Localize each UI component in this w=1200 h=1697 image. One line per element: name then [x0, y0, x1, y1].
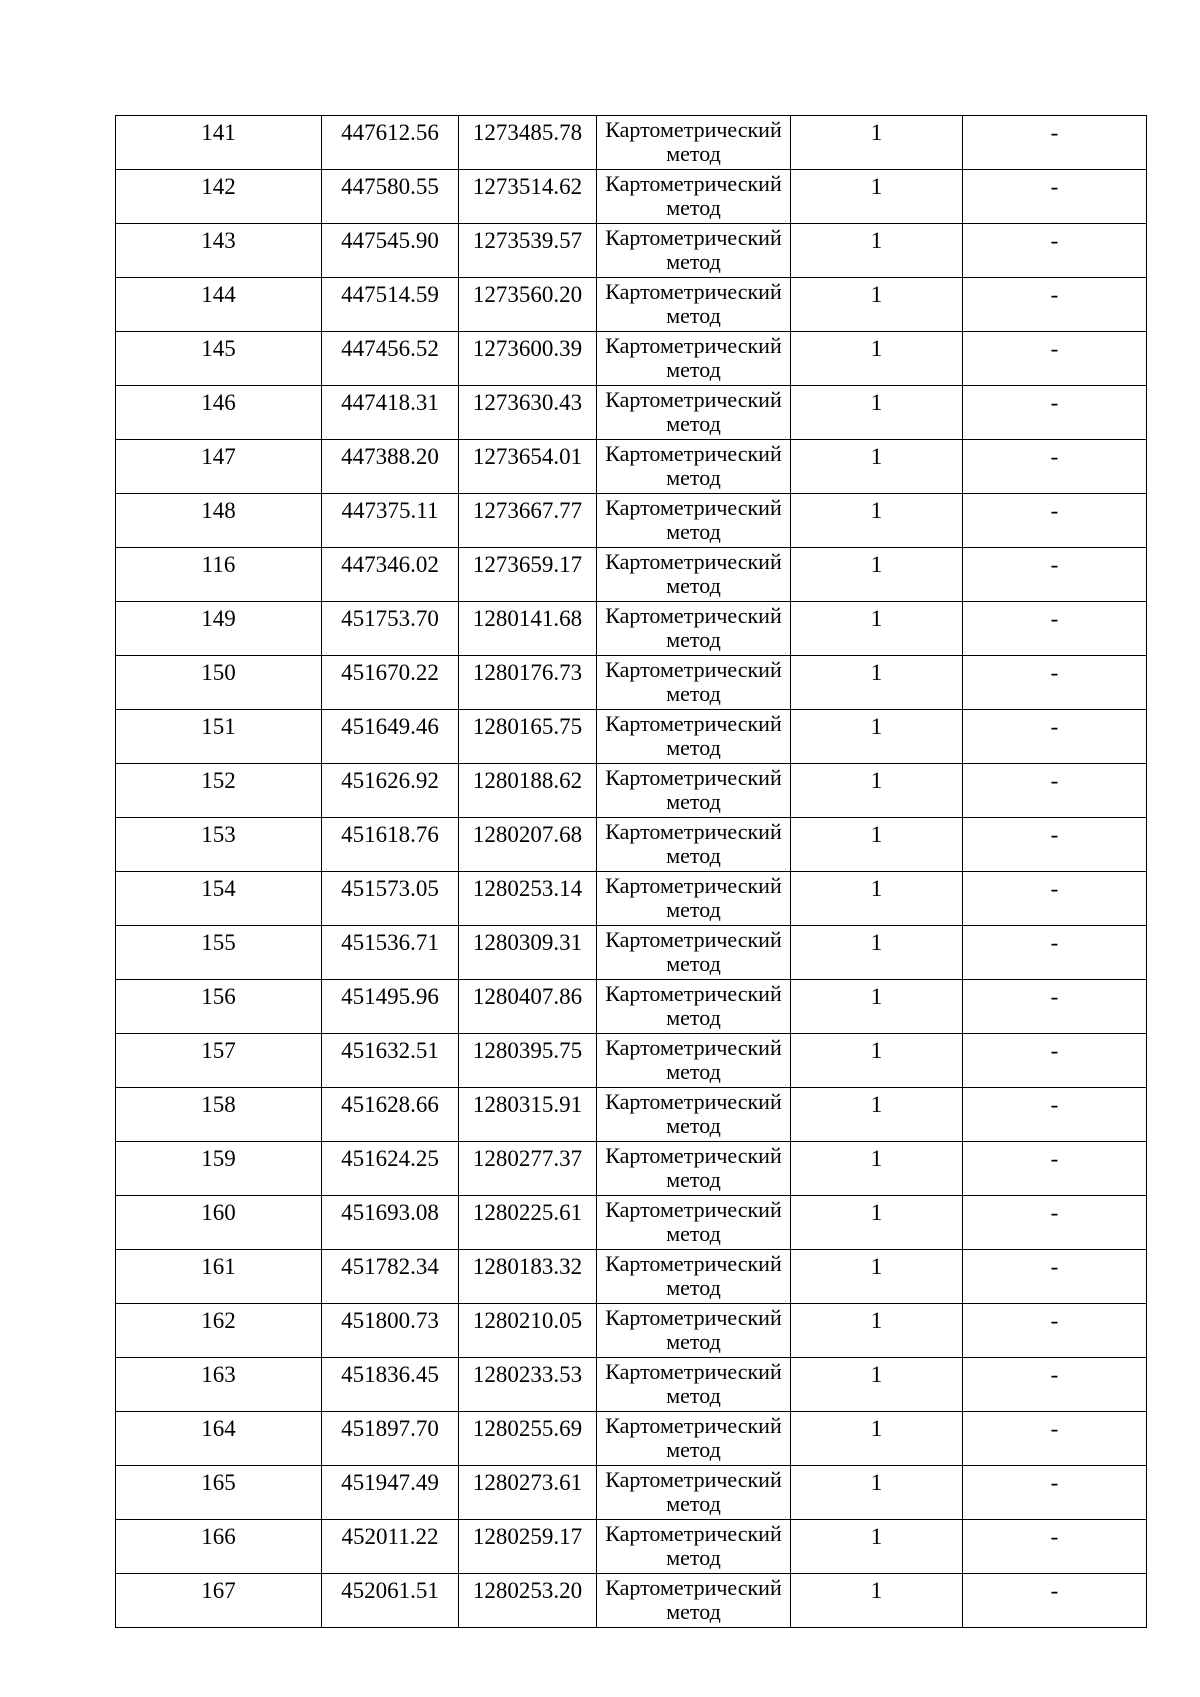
method-cell — [597, 1142, 791, 1196]
table-row — [116, 1034, 1147, 1088]
table-row — [116, 980, 1147, 1034]
y-coordinate-cell: 1273667.77 — [459, 494, 597, 548]
method-cell — [597, 1358, 791, 1412]
accuracy-cell: 1 — [791, 872, 963, 926]
accuracy-cell: 1 — [791, 1412, 963, 1466]
accuracy-cell: 1 — [791, 116, 963, 170]
x-coordinate-cell: 447375.11 — [322, 494, 459, 548]
accuracy-cell: 1 — [791, 170, 963, 224]
accuracy-cell: 1 — [791, 710, 963, 764]
method-line2: метод — [666, 250, 721, 273]
point-number-cell: 153 — [116, 818, 322, 872]
point-number-cell: 164 — [116, 1412, 322, 1466]
method-line1: Картометрический — [605, 1251, 782, 1276]
table-row — [116, 1466, 1147, 1520]
accuracy-cell: 1 — [791, 764, 963, 818]
point-number-cell: 149 — [116, 602, 322, 656]
method-line1: Картометрический — [605, 549, 782, 574]
method-cell — [597, 224, 791, 278]
table-row — [116, 116, 1147, 170]
method-line1: Картометрический — [605, 981, 782, 1006]
method-line2: метод — [666, 1438, 721, 1461]
method-line2: метод — [666, 1276, 721, 1299]
point-number-cell: 152 — [116, 764, 322, 818]
y-coordinate-cell: 1280165.75 — [459, 710, 597, 764]
y-coordinate-cell: 1273659.17 — [459, 548, 597, 602]
method-cell — [597, 872, 791, 926]
y-coordinate-cell: 1280407.86 — [459, 980, 597, 1034]
point-number-cell: 158 — [116, 1088, 322, 1142]
accuracy-cell: 1 — [791, 1520, 963, 1574]
method-line2: метод — [666, 1330, 721, 1353]
accuracy-cell: 1 — [791, 494, 963, 548]
x-coordinate-cell: 451628.66 — [322, 1088, 459, 1142]
method-cell — [597, 1466, 791, 1520]
table-row — [116, 1520, 1147, 1574]
note-cell: - — [963, 872, 1147, 926]
table-row — [116, 224, 1147, 278]
table-row — [116, 278, 1147, 332]
method-line2: метод — [666, 1546, 721, 1569]
method-line2: метод — [666, 1060, 721, 1083]
method-line1: Картометрический — [605, 117, 782, 142]
method-line1: Картометрический — [605, 1035, 782, 1060]
accuracy-cell: 1 — [791, 386, 963, 440]
point-number-cell: 142 — [116, 170, 322, 224]
y-coordinate-cell: 1273600.39 — [459, 332, 597, 386]
accuracy-cell: 1 — [791, 818, 963, 872]
method-line1: Картометрический — [605, 1467, 782, 1492]
x-coordinate-cell: 451782.34 — [322, 1250, 459, 1304]
method-line1: Картометрический — [605, 873, 782, 898]
table-row — [116, 332, 1147, 386]
y-coordinate-cell: 1280253.14 — [459, 872, 597, 926]
method-line1: Картометрический — [605, 333, 782, 358]
method-line1: Картометрический — [605, 225, 782, 250]
method-line2: метод — [666, 358, 721, 381]
x-coordinate-cell: 451624.25 — [322, 1142, 459, 1196]
note-cell: - — [963, 1142, 1147, 1196]
method-line2: метод — [666, 412, 721, 435]
method-cell — [597, 332, 791, 386]
note-cell: - — [963, 440, 1147, 494]
point-number-cell: 146 — [116, 386, 322, 440]
method-line1: Картометрический — [605, 657, 782, 682]
table-row — [116, 818, 1147, 872]
y-coordinate-cell: 1280259.17 — [459, 1520, 597, 1574]
table-row — [116, 1412, 1147, 1466]
accuracy-cell: 1 — [791, 926, 963, 980]
y-coordinate-cell: 1280255.69 — [459, 1412, 597, 1466]
table-row — [116, 440, 1147, 494]
method-line2: метод — [666, 142, 721, 165]
y-coordinate-cell: 1280253.20 — [459, 1574, 597, 1628]
y-coordinate-cell: 1273654.01 — [459, 440, 597, 494]
method-line2: метод — [666, 1600, 721, 1623]
accuracy-cell: 1 — [791, 548, 963, 602]
method-line1: Картометрический — [605, 1413, 782, 1438]
y-coordinate-cell: 1280188.62 — [459, 764, 597, 818]
x-coordinate-cell: 451536.71 — [322, 926, 459, 980]
table-row — [116, 764, 1147, 818]
coordinates-table-body — [116, 116, 1147, 1628]
method-cell — [597, 278, 791, 332]
note-cell: - — [963, 1466, 1147, 1520]
y-coordinate-cell: 1280210.05 — [459, 1304, 597, 1358]
y-coordinate-cell: 1280225.61 — [459, 1196, 597, 1250]
table-row — [116, 1088, 1147, 1142]
accuracy-cell: 1 — [791, 602, 963, 656]
method-line2: метод — [666, 736, 721, 759]
method-line2: метод — [666, 682, 721, 705]
y-coordinate-cell: 1273560.20 — [459, 278, 597, 332]
x-coordinate-cell: 451573.05 — [322, 872, 459, 926]
method-cell — [597, 170, 791, 224]
accuracy-cell: 1 — [791, 440, 963, 494]
method-line2: метод — [666, 952, 721, 975]
method-line2: метод — [666, 1492, 721, 1515]
note-cell: - — [963, 1520, 1147, 1574]
table-row — [116, 926, 1147, 980]
method-cell — [597, 926, 791, 980]
accuracy-cell: 1 — [791, 1142, 963, 1196]
table-row — [116, 1358, 1147, 1412]
x-coordinate-cell: 451836.45 — [322, 1358, 459, 1412]
table-row — [116, 548, 1147, 602]
table-row — [116, 1142, 1147, 1196]
method-line1: Картометрический — [605, 819, 782, 844]
note-cell: - — [963, 494, 1147, 548]
y-coordinate-cell: 1280395.75 — [459, 1034, 597, 1088]
point-number-cell: 161 — [116, 1250, 322, 1304]
method-line1: Картометрический — [605, 1305, 782, 1330]
accuracy-cell: 1 — [791, 1574, 963, 1628]
note-cell: - — [963, 818, 1147, 872]
note-cell: - — [963, 1034, 1147, 1088]
x-coordinate-cell: 451632.51 — [322, 1034, 459, 1088]
note-cell: - — [963, 764, 1147, 818]
method-line1: Картометрический — [605, 495, 782, 520]
point-number-cell: 151 — [116, 710, 322, 764]
note-cell: - — [963, 116, 1147, 170]
method-cell — [597, 710, 791, 764]
note-cell: - — [963, 926, 1147, 980]
table-row — [116, 386, 1147, 440]
x-coordinate-cell: 451649.46 — [322, 710, 459, 764]
method-line2: метод — [666, 1222, 721, 1245]
y-coordinate-cell: 1273485.78 — [459, 116, 597, 170]
note-cell: - — [963, 1250, 1147, 1304]
method-line2: метод — [666, 844, 721, 867]
accuracy-cell: 1 — [791, 1358, 963, 1412]
note-cell: - — [963, 170, 1147, 224]
table-row — [116, 872, 1147, 926]
method-line1: Картометрический — [605, 279, 782, 304]
method-line2: метод — [666, 466, 721, 489]
x-coordinate-cell: 451670.22 — [322, 656, 459, 710]
x-coordinate-cell: 447580.55 — [322, 170, 459, 224]
method-line2: метод — [666, 1114, 721, 1137]
method-line1: Картометрический — [605, 1521, 782, 1546]
note-cell: - — [963, 980, 1147, 1034]
method-cell — [597, 764, 791, 818]
method-cell — [597, 494, 791, 548]
table-row — [116, 602, 1147, 656]
method-line1: Картометрический — [605, 171, 782, 196]
point-number-cell: 141 — [116, 116, 322, 170]
point-number-cell: 147 — [116, 440, 322, 494]
method-cell — [597, 1412, 791, 1466]
point-number-cell: 166 — [116, 1520, 322, 1574]
note-cell: - — [963, 1412, 1147, 1466]
y-coordinate-cell: 1280315.91 — [459, 1088, 597, 1142]
x-coordinate-cell: 452011.22 — [322, 1520, 459, 1574]
method-cell — [597, 440, 791, 494]
x-coordinate-cell: 451947.49 — [322, 1466, 459, 1520]
accuracy-cell: 1 — [791, 1088, 963, 1142]
method-line2: метод — [666, 1006, 721, 1029]
accuracy-cell: 1 — [791, 1034, 963, 1088]
y-coordinate-cell: 1280176.73 — [459, 656, 597, 710]
y-coordinate-cell: 1273630.43 — [459, 386, 597, 440]
x-coordinate-cell: 447456.52 — [322, 332, 459, 386]
y-coordinate-cell: 1280309.31 — [459, 926, 597, 980]
note-cell: - — [963, 386, 1147, 440]
point-number-cell: 143 — [116, 224, 322, 278]
method-line2: метод — [666, 1168, 721, 1191]
table-row — [116, 170, 1147, 224]
table-row — [116, 1196, 1147, 1250]
note-cell: - — [963, 332, 1147, 386]
x-coordinate-cell: 451618.76 — [322, 818, 459, 872]
table-row — [116, 656, 1147, 710]
method-cell — [597, 980, 791, 1034]
point-number-cell: 162 — [116, 1304, 322, 1358]
method-line1: Картометрический — [605, 927, 782, 952]
method-cell — [597, 548, 791, 602]
point-number-cell: 163 — [116, 1358, 322, 1412]
y-coordinate-cell: 1273514.62 — [459, 170, 597, 224]
method-line2: метод — [666, 898, 721, 921]
accuracy-cell: 1 — [791, 332, 963, 386]
method-cell — [597, 1196, 791, 1250]
x-coordinate-cell: 447418.31 — [322, 386, 459, 440]
x-coordinate-cell: 451897.70 — [322, 1412, 459, 1466]
note-cell: - — [963, 224, 1147, 278]
point-number-cell: 156 — [116, 980, 322, 1034]
method-line2: метод — [666, 790, 721, 813]
method-line1: Картометрический — [605, 603, 782, 628]
method-line1: Картометрический — [605, 387, 782, 412]
table-row — [116, 1574, 1147, 1628]
accuracy-cell: 1 — [791, 1250, 963, 1304]
x-coordinate-cell: 452061.51 — [322, 1574, 459, 1628]
note-cell: - — [963, 1358, 1147, 1412]
table-row — [116, 710, 1147, 764]
x-coordinate-cell: 447545.90 — [322, 224, 459, 278]
x-coordinate-cell: 447346.02 — [322, 548, 459, 602]
note-cell: - — [963, 710, 1147, 764]
x-coordinate-cell: 451693.08 — [322, 1196, 459, 1250]
method-cell — [597, 1250, 791, 1304]
method-line1: Картометрический — [605, 441, 782, 466]
point-number-cell: 150 — [116, 656, 322, 710]
y-coordinate-cell: 1280207.68 — [459, 818, 597, 872]
method-line2: метод — [666, 628, 721, 651]
point-number-cell: 160 — [116, 1196, 322, 1250]
note-cell: - — [963, 656, 1147, 710]
point-number-cell: 144 — [116, 278, 322, 332]
method-line1: Картометрический — [605, 765, 782, 790]
point-number-cell: 157 — [116, 1034, 322, 1088]
table-row — [116, 494, 1147, 548]
y-coordinate-cell: 1280233.53 — [459, 1358, 597, 1412]
method-cell — [597, 386, 791, 440]
method-cell — [597, 818, 791, 872]
method-line1: Картометрический — [605, 1575, 782, 1600]
x-coordinate-cell: 451626.92 — [322, 764, 459, 818]
note-cell: - — [963, 1196, 1147, 1250]
point-number-cell: 167 — [116, 1574, 322, 1628]
method-cell — [597, 1304, 791, 1358]
x-coordinate-cell: 451495.96 — [322, 980, 459, 1034]
note-cell: - — [963, 1304, 1147, 1358]
point-number-cell: 155 — [116, 926, 322, 980]
point-number-cell: 165 — [116, 1466, 322, 1520]
method-cell — [597, 1088, 791, 1142]
y-coordinate-cell: 1280141.68 — [459, 602, 597, 656]
method-line2: метод — [666, 574, 721, 597]
method-line1: Картометрический — [605, 1089, 782, 1114]
accuracy-cell: 1 — [791, 278, 963, 332]
x-coordinate-cell: 451753.70 — [322, 602, 459, 656]
x-coordinate-cell: 447612.56 — [322, 116, 459, 170]
method-cell — [597, 1574, 791, 1628]
accuracy-cell: 1 — [791, 224, 963, 278]
accuracy-cell: 1 — [791, 1196, 963, 1250]
y-coordinate-cell: 1273539.57 — [459, 224, 597, 278]
point-number-cell: 154 — [116, 872, 322, 926]
note-cell: - — [963, 278, 1147, 332]
method-cell — [597, 1034, 791, 1088]
method-line2: метод — [666, 304, 721, 327]
table-row — [116, 1304, 1147, 1358]
table-row — [116, 1250, 1147, 1304]
point-number-cell: 145 — [116, 332, 322, 386]
accuracy-cell: 1 — [791, 980, 963, 1034]
method-line1: Картометрический — [605, 1197, 782, 1222]
x-coordinate-cell: 447514.59 — [322, 278, 459, 332]
note-cell: - — [963, 602, 1147, 656]
method-line1: Картометрический — [605, 1359, 782, 1384]
accuracy-cell: 1 — [791, 656, 963, 710]
note-cell: - — [963, 1574, 1147, 1628]
method-cell — [597, 116, 791, 170]
accuracy-cell: 1 — [791, 1466, 963, 1520]
note-cell: - — [963, 1088, 1147, 1142]
method-line2: метод — [666, 520, 721, 543]
x-coordinate-cell: 447388.20 — [322, 440, 459, 494]
point-number-cell: 148 — [116, 494, 322, 548]
point-number-cell: 116 — [116, 548, 322, 602]
method-line1: Картометрический — [605, 1143, 782, 1168]
method-cell — [597, 602, 791, 656]
method-line2: метод — [666, 196, 721, 219]
coordinates-table — [115, 115, 1147, 1628]
method-cell — [597, 1520, 791, 1574]
accuracy-cell: 1 — [791, 1304, 963, 1358]
note-cell: - — [963, 548, 1147, 602]
y-coordinate-cell: 1280183.32 — [459, 1250, 597, 1304]
y-coordinate-cell: 1280277.37 — [459, 1142, 597, 1196]
method-cell — [597, 656, 791, 710]
y-coordinate-cell: 1280273.61 — [459, 1466, 597, 1520]
method-line2: метод — [666, 1384, 721, 1407]
method-line1: Картометрический — [605, 711, 782, 736]
x-coordinate-cell: 451800.73 — [322, 1304, 459, 1358]
point-number-cell: 159 — [116, 1142, 322, 1196]
